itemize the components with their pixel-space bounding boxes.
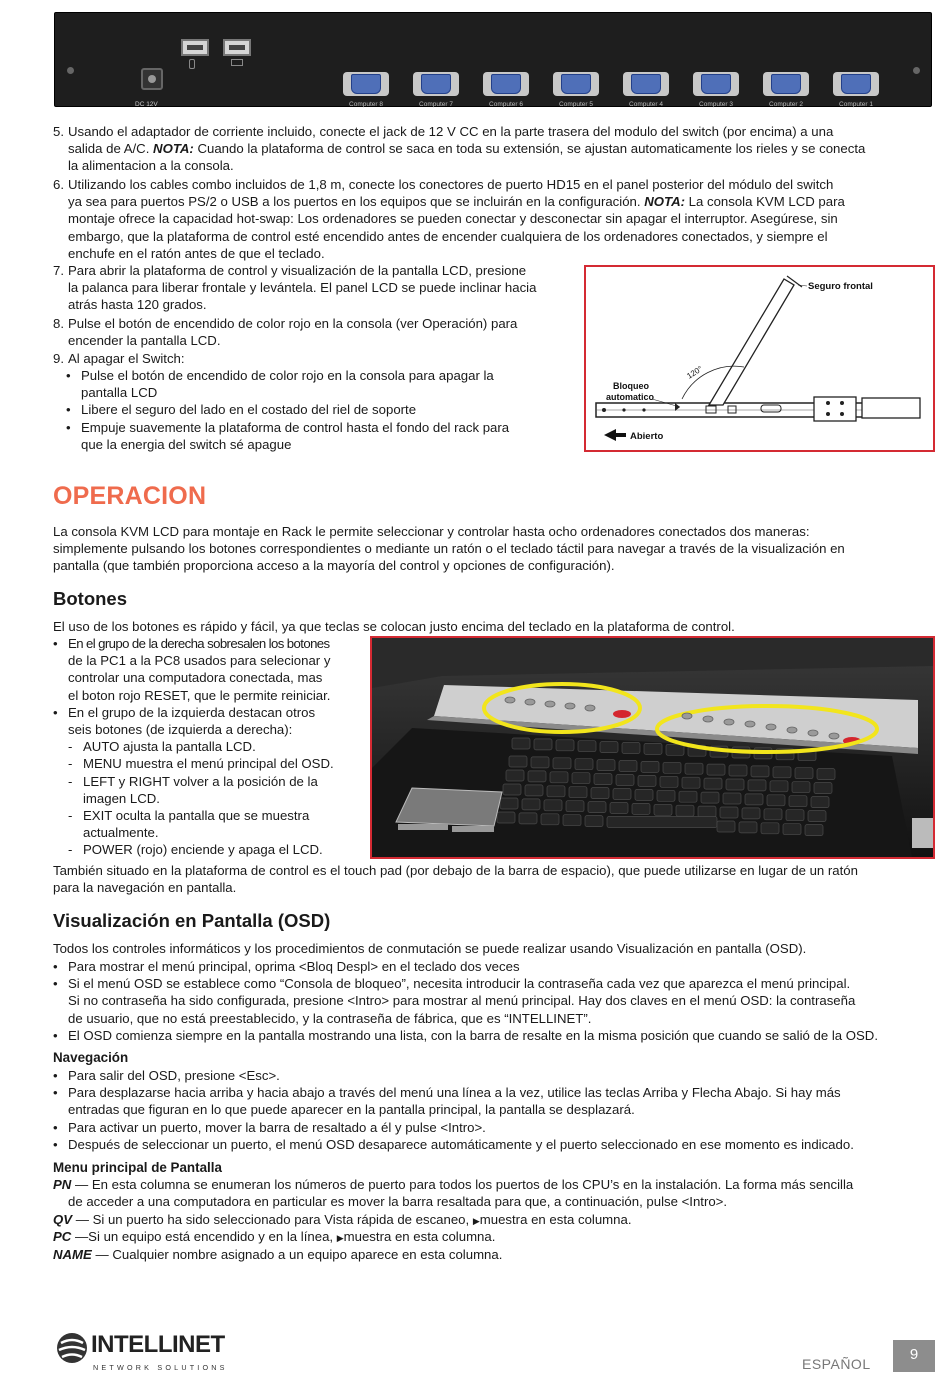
bullet-dot: - [68,739,73,755]
seguro-frontal-label: Seguro frontal [808,281,873,292]
bullet-dot: • [53,1085,58,1101]
step-line [68,193,933,210]
touchpad [396,788,502,826]
bullet-text: pantalla LCD [81,385,158,401]
computer-port-label: Computer 5 [559,101,593,108]
nav-bullet [53,1084,935,1118]
bullet-dot: • [66,368,71,383]
nav-bullet [53,1067,935,1084]
bullet-item [66,367,566,401]
logo-subtitle: NETWORK SOLUTIONS [93,1363,228,1372]
bullet-text: actualmente. [83,825,159,841]
step-item [53,176,933,262]
osd-heading: Visualización en Pantalla (OSD) [53,910,331,931]
bullet-text: LEFT y RIGHT volver a la posición de la [83,773,318,789]
qv-term: QV [53,1212,73,1227]
step-line [68,262,573,279]
botones-intro: El uso de los botones es rápido y fácil, ya que teclas se colocan justo encima del teclado en la plataforma de control. [53,619,735,634]
nav-bullet [53,1136,935,1153]
bullet-dot: • [53,1119,58,1135]
operacion-intro-line: La consola KVM LCD para montaje en Rack le permite seleccionar y controlar hasta ocho ordenadores conectados dos maneras: [53,524,810,539]
keyboard-photo-svg [372,638,933,857]
botones-dash-item [68,841,368,858]
bullet-text: Si el menú OSD se establece como “Consola de bloqueo”, necesita introducir la contraseña cada vez que aparezca el menú principal. [68,976,851,992]
step-number: 5. [53,124,64,139]
bullet-text: el boton rojo RESET, que le permite reiniciar. [68,687,331,703]
computer-port-label: Computer 6 [489,101,523,108]
bullet-text: POWER (rojo) enciende y apaga el LCD. [83,842,323,858]
step-line [68,228,933,245]
vga-port-icon [833,71,879,97]
step-line [68,332,573,349]
right-triangle-icon: ▶ [472,1216,480,1226]
bullet-text: Pulse el botón de encendido de color rojo en la consola para apagar la [81,368,494,383]
step-item [53,350,573,367]
botones-outro-line: También situado en la plataforma de control es el touch pad (por debajo de la barra de espacio), que puede utilizarse en lugar de un ratón [53,863,858,878]
bullet-text: En el grupo de la izquierda destacan otros [68,704,316,720]
bullet-text: En el grupo de la derecha sobresalen los botones [68,636,330,651]
bullet-text: EXIT oculta la pantalla que se muestra [83,808,310,823]
keyboard-console-photo [370,636,935,859]
step-line [68,315,573,332]
vga-port-icon [693,71,739,97]
bullet-dot: • [53,959,58,974]
bullet-text: MENU muestra el menú principal del OSD. [83,756,334,772]
bullet-dot: • [66,419,71,435]
step-line [68,140,933,157]
automatico-label: automatico [606,392,655,402]
nota-label: NOTA: [644,194,685,210]
menu-principal-heading: Menu principal de Pantalla [53,1160,222,1175]
name-term: NAME [53,1247,92,1262]
step-line [68,245,933,262]
lcd-arm [709,279,794,405]
vga-port-icon [483,71,529,97]
step-item [53,262,573,314]
step-text: montaje ofrece la capacidad hot-swap: Los ordenadores se pueden conectar y desconectar sin apagar el interruptor. Asegúrese, sin [68,211,838,227]
vga-port-icon [343,71,389,97]
bullet-text: Para salir del OSD, presione <Esc>. [68,1068,280,1083]
navegacion-heading: Navegación [53,1050,129,1065]
step-text: Al apagar el Switch: [68,351,185,366]
bullet-text: que la energia del switch sé apague [81,436,292,452]
pn-text-1: — En esta columna se enumeran los números de puerto para todos los puertos de los CPU’s en la instalación. La forma más sencilla [71,1177,854,1192]
nota-label: NOTA: [153,141,194,157]
step-text: enchufe en el ratón antes de que el teclado. [68,245,325,261]
step-line [68,210,933,227]
pn-term: PN [53,1177,72,1192]
step-line [68,123,933,140]
botones-dash-item [68,773,368,807]
usb-port-icon [181,39,209,56]
bullet-text: de la PC1 a la PC8 usados para selecionar y [68,653,331,669]
step-line [68,296,573,313]
computer-port-label: Computer 3 [699,101,733,108]
osd-bullet [53,958,935,975]
botones-dash-item [68,807,368,841]
rail-lock-diagram [584,265,935,452]
bullet-dot: • [53,636,58,651]
right-triangle-icon: ▶ [336,1233,344,1243]
bullet-text: El OSD comienza siempre en la pantalla mostrando una lista, con la barra de resalte en la misma posición que cuando se salió de la OSD. [68,1027,878,1043]
bullet-text: Para desplazarse hacia arriba y hacia abajo a través del menú una línea a la vez, utilice las teclas Arriba y Flecha Abajo. Si hay más [68,1085,841,1101]
step-item [53,315,573,349]
logo-globe-icon [55,1331,89,1365]
nav-bullet [53,1119,935,1136]
bullet-dot: - [68,756,73,772]
botones-dash-item [68,738,368,755]
rail-bracket [814,397,856,421]
pn-definition [53,1176,935,1193]
pn-text-2: de acceder a una computadora en particular es mover la barra resaltada para que, a continuación, pulse <Intro>. [68,1194,728,1209]
computer-port-label: Computer 2 [769,101,803,108]
computer-port-label: Computer 8 [349,101,383,108]
bullet-text: Para activar un puerto, mover la barra de resaltado a él y pulse <Intro>. [68,1119,486,1135]
usb-port-icon [223,39,251,56]
bullet-item [66,401,566,418]
step-text: embargo, que la plataforma de control esté encendido antes de encender cualquiera de los ordenadores conectados, y siempre el [68,228,828,244]
left-arrow-icon [604,429,626,441]
intellinet-logo [55,1331,240,1375]
step-text: la palanca para liberar frontale y levántela. El panel LCD se puede inclinar hacia [68,280,537,296]
dc-label: DC 12V [135,101,158,108]
qv-text-2: muestra en esta columna. [479,1212,632,1227]
step-text: ya sea para puertos PS/2 o USB a los puertos en los equipos que se incluirán en la configuración. [68,194,645,210]
operacion-intro-line: simplemente pulsando los botones correspondientes o mediante un ratón o el teclado táctil para navegar a través de la visualización en [53,541,845,557]
bullet-text: Para mostrar el menú principal, oprima <Bloq Despl> en el teclado dos veces [68,959,520,974]
bullet-text: AUTO ajusta la pantalla LCD. [83,739,256,755]
pc-definition [53,1228,935,1247]
step-item [53,123,933,175]
botones-bullet [53,635,363,704]
language-label: ESPAÑOL [802,1356,871,1372]
dc-jack-icon [141,68,163,90]
botones-bullet [53,704,363,738]
screw-icon [67,67,74,74]
step-line [68,157,933,174]
bullet-dot: • [53,1027,58,1043]
computer-port-label: Computer 4 [629,101,663,108]
vga-port-icon [763,71,809,97]
bullet-text: controlar una computadora conectada, mas [68,670,323,686]
step-line [68,350,573,367]
logo-wordmark: INTELLINET [91,1331,225,1358]
osd-intro: Todos los controles informáticos y los procedimientos de conmutación se puede realizar usando Visualización en pantalla (OSD). [53,941,807,956]
bullet-dot: • [66,402,71,418]
rail-diagram-svg [586,267,933,450]
angle-label: 120° [685,364,705,381]
bullet-text: Libere el seguro del lado en el costado del riel de soporte [81,402,417,418]
bullet-dot: - [68,808,73,823]
step-text: Usando el adaptador de corriente incluido, conecte el jack de 12 V CC en la parte trasera del modulo del switch (por encima) a una [68,124,834,139]
botones-dash-item [68,755,368,772]
rail-end [862,398,920,418]
step-text: Utilizando los cables combo incluidos de 1,8 m, conecte los conectores de puerto HD15 en el panel posterior del módulo del switch [68,177,834,192]
page-number: 9 [893,1340,935,1372]
bullet-text: imagen LCD. [83,790,160,806]
operacion-intro-line: pantalla (que también proporciona acceso a la mayoría del control y opciones de configuración). [53,558,615,574]
operacion-heading: OPERACION [53,482,207,510]
step-number: 9. [53,351,64,366]
step-line [68,176,933,193]
bullet-dot: - [68,842,73,858]
bullet-dot: • [53,976,58,992]
pc-term: PC [53,1229,72,1244]
botones-outro-line: para la navegación en pantalla. [53,880,237,896]
step-number: 8. [53,316,64,331]
screw-icon [913,67,920,74]
vga-port-icon [553,71,599,97]
step-text: Cuando la plataforma de control se saca en toda su extensión, se ajustan automaticamente los rieles y se conecta [193,141,866,157]
step-number: 7. [53,263,64,278]
vga-port-icon [413,71,459,97]
reset-button [613,710,631,718]
bullet-text: Si no contraseña ha sido configurada, presione <Intro> para mostrar al menú principal. Hay dos claves en el menú OSD: la contraseña [68,993,856,1009]
pc-text-2: muestra en esta columna. [343,1229,496,1244]
bullet-text: seis botones (de izquierda a derecha): [68,722,293,737]
computer-port-label: Computer 7 [419,101,453,108]
step-text: La consola KVM LCD para [685,194,845,210]
bullet-dot: • [53,704,58,720]
bullet-dot: • [53,1136,58,1152]
step-text: salida de A/C. [68,141,154,157]
botones-heading: Botones [53,588,127,609]
bullet-text: entradas que figuran en lo que puede aparecer en la pantalla principal, la pantalla se desplazará. [68,1102,635,1118]
mouse-symbol-icon [189,59,195,69]
osd-bullet [53,975,935,1027]
bullet-text: de usuario, que no está preestablecido, y la contraseña de fábrica, que es “INTELLINET”. [68,1010,592,1026]
name-text: — Cualquier nombre asignado a un equipo aparece en esta columna. [91,1247,503,1262]
keyboard-symbol-icon [231,59,243,66]
computer-port-label: Computer 1 [839,101,873,108]
step-text: Pulse el botón de encendido de color rojo en la consola (ver Operación) para [68,316,518,331]
vga-port-icon [623,71,669,97]
step-line [68,279,573,296]
bullet-item [66,419,566,453]
kvm-rear-panel-image [54,12,932,107]
bullet-dot: - [68,773,73,789]
bloqueo-label: Bloqueo [613,381,649,391]
pn-definition-cont [53,1193,935,1210]
step-number: 6. [53,177,64,192]
abierto-label: Abierto [630,431,664,442]
step-text: Para abrir la plataforma de control y visualización de la pantalla LCD, presione [68,263,527,278]
name-definition [53,1246,935,1263]
step-text: atrás hasta 120 grados. [68,297,207,313]
bullet-text: Empuje suavemente la plataforma de control hasta el fondo del rack para [81,419,510,435]
bullet-dot: • [53,1068,58,1083]
step-text: la alimentacion a la consola. [68,158,234,174]
qv-text: — Si un puerto ha sido seleccionado para Vista rápida de escaneo, [72,1212,473,1227]
osd-bullet [53,1027,935,1044]
pc-text: —Si un equipo está encendido y en la línea, [71,1229,337,1244]
step-text: encender la pantalla LCD. [68,333,221,349]
bullet-text: Después de seleccionar un puerto, el menú OSD desaparece automáticamente y el puerto seleccionado en ese momento es indicado. [68,1136,854,1152]
